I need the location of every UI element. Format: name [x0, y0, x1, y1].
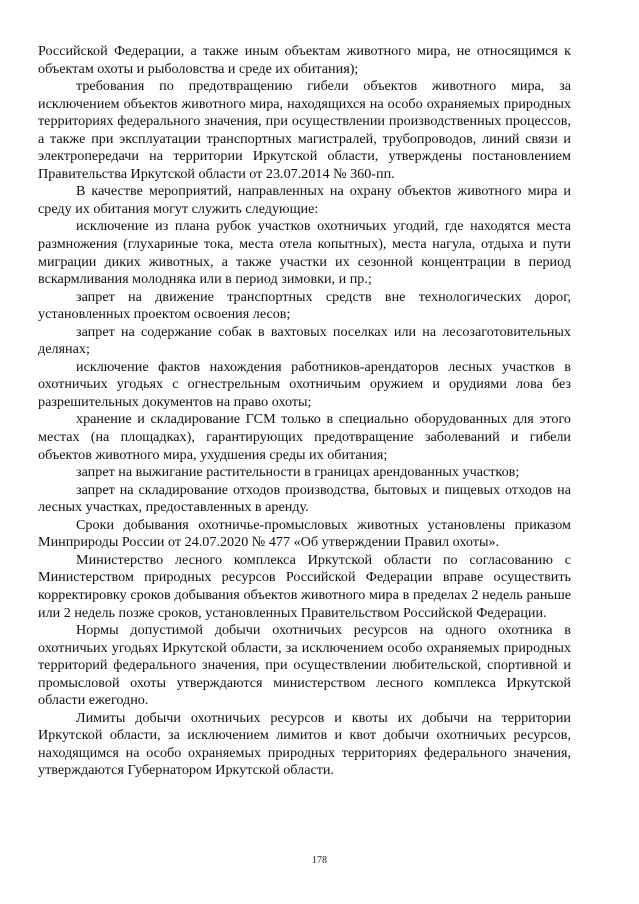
list-item-dog-ban: запрет на содержание собак в вахтовых поселках или на лесозаготовительных делянах;	[38, 323, 571, 358]
paragraph-catch-limits: Лимиты добычи охотничьих ресурсов и квоты их добычи на территории Иркутской области, за исключением лимитов и квот добычи охотничьих ресурсов, находящимся на особо охраняемых природных территориях федерального значения, утверждаются Губернатором Иркутской области.	[38, 709, 571, 779]
list-item-waste-ban: запрет на складирование отходов производства, бытовых и пищевых отходов на лесных участках, предоставленных в аренду.	[38, 481, 571, 516]
list-item-firearms-ban: исключение фактов нахождения работников-арендаторов лесных участков в охотничьих угодьях с огнестрельным охотничьим оружием и орудиями лова без разрешительных документов на право охоты;	[38, 358, 571, 410]
paragraph-hunting-periods: Сроки добывания охотничье-промысловых животных установлены приказом Минприроды России от 24.07.2020 № 477 «Об утверждении Правил охоты».	[38, 516, 571, 551]
page-number: 178	[312, 855, 327, 866]
list-item-burning-ban: запрет на выжигание растительности в границах арендованных участков;	[76, 464, 520, 481]
paragraph-period-adjustment: Министерство лесного комплекса Иркутской области по согласованию с Министерством природных ресурсов Российской Федерации вправе осуществить корректировку сроков добывания объектов животного мира в пределах 2 недель раньше или 2 недель позже сроков, установленных Правительством Российской Федерации.	[38, 551, 571, 621]
paragraph-catch-norms: Нормы допустимой добычи охотничьих ресурсов на одного охотника в охотничьих угодьях Иркутской области, за исключением особо охраняемых природных территорий федерального значения, при осуществлении любительской, спортивной и промысловой охоты утверждаются министерством лесного комплекса Иркутской области ежегодно.	[38, 622, 571, 709]
list-item-vehicle-ban: запрет на движение транспортных средств вне технологических дорог, установленных проектом освоения лесов;	[38, 288, 571, 323]
paragraph-wildlife-protection-requirements: требования по предотвращению гибели объектов животного мира, за исключением объектов животного мира, находящихся на особо охраняемых природных территориях федерального значения, при осуществлении производственных процессов, а также при эксплуатации транспортных магистралей, трубопроводов, линий связи и электропередачи на территории Иркутской области, утверждены постановлением Правительства Иркутской области от 23.07.2014 № 360-пп.	[38, 78, 571, 182]
list-item-logging-exclusion: исключение из плана рубок участков охотничьих угодий, где находятся места размножения (глухариные тока, места отела копытных), места нагула, отдыха и пути миграции диких животных, а также участки их сезонной концентрации в период вскармливания молодняка или в период зимовки, и пр.;	[38, 218, 571, 288]
document-body	[38, 43, 571, 780]
paragraph-measures-intro: В качестве мероприятий, направленных на охрану объектов животного мира и среду их обитания могут служить следующие:	[38, 183, 571, 217]
list-item-fuel-storage: хранение и складирование ГСМ только в специально оборудованных для этого местах (на площадках), гарантирующих предотвращение заболеваний и гибели объектов животного мира, ухудшения среды их обитания;	[38, 411, 571, 463]
paragraph-continuation: Российской Федерации, а также иным объектам животного мира, не относящимся к объектам охоты и рыболовства и среде их обитания);	[38, 43, 571, 77]
